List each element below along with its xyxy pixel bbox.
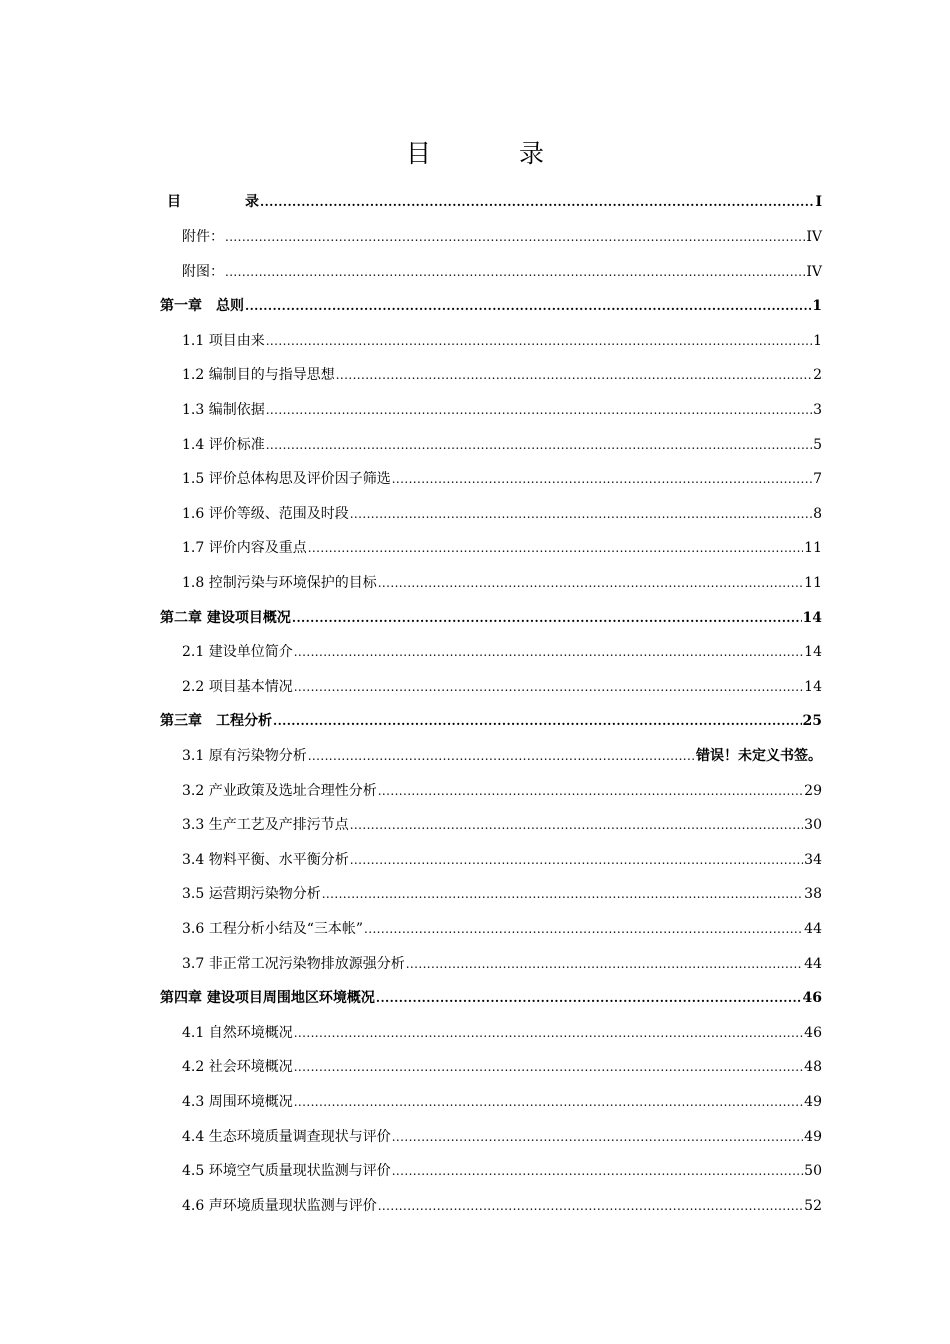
toc-entry-label: 4.1 自然环境概况 [182,1024,293,1041]
toc-header-entry[interactable] [167,190,822,214]
leader-dots [225,225,805,249]
toc-section-entry[interactable] [182,779,822,803]
toc-entry-label: 3.5 运营期污染物分析 [182,886,321,903]
toc-entry-page: 44 [804,921,822,937]
leader-dots [322,882,803,906]
toc-entry-page: 46 [802,990,822,1007]
toc-entry-label: 附图： [182,263,224,280]
leader-dots [266,398,812,422]
toc-section-entry[interactable] [182,640,822,664]
toc-entry-label: 2.2 项目基本情况 [182,678,293,695]
leader-dots [266,433,812,457]
toc-entry-page: 52 [804,1197,822,1214]
toc-section-entry[interactable] [182,1159,822,1183]
toc-entry-error-text: 错误！未定义书签。 [696,748,822,764]
toc-section-entry[interactable] [182,398,822,422]
toc-entry-label: 1.1 项目由来 [182,332,265,349]
toc-section-entry[interactable] [182,1194,822,1218]
toc-entry-page: 29 [804,782,822,799]
leader-dots [225,260,805,284]
title-right-char: 录 [519,139,545,168]
leader-dots [294,1021,803,1045]
leader-dots [392,1159,803,1183]
page-title [0,134,950,170]
toc-entry-page: IV [806,263,822,280]
toc-section-entry[interactable] [182,260,822,284]
toc-section-entry[interactable] [182,1125,822,1149]
toc-entry-page: 49 [804,1094,822,1110]
toc-entry-label: 第二章 建设项目概况 [160,609,291,626]
toc-entry-label: 1.2 编制目的与指导思想 [182,367,335,384]
leader-dots [392,467,812,491]
leader-dots [294,1055,803,1079]
toc-entry-label: 3.7 非正常工况污染物排放源强分析 [182,955,405,972]
toc-entry-label: 1.5 评价总体构思及评价因子筛选 [182,471,391,488]
toc-entry-label: 1.6 评价等级、范围及时段 [182,505,349,522]
toc-entry-page: 3 [813,402,822,418]
toc-entry-page: 34 [804,851,822,868]
toc-entry-label: 1.7 评价内容及重点 [182,540,307,557]
leader-dots [406,952,803,976]
leader-dots [378,571,803,595]
toc-entry-page: 14 [804,678,822,695]
leader-dots [392,1125,803,1149]
leader-dots [308,744,695,768]
toc-header-left: 目 [167,194,181,210]
toc-entry-page: 44 [804,955,822,972]
toc-section-entry[interactable] [182,848,822,872]
toc-entry-page: 2 [813,367,822,384]
toc-section-entry[interactable] [182,1090,822,1114]
toc-entry-page: 38 [804,886,822,903]
toc-entry-label: 4.5 环境空气质量现状监测与评价 [182,1163,391,1180]
leader-dots [266,329,812,353]
leader-dots [292,606,802,630]
toc-section-entry[interactable] [182,225,822,249]
toc-entry-page: 11 [804,575,822,591]
toc-entry-label: 4.2 社会环境概况 [182,1059,293,1076]
toc-entry-page: 50 [804,1163,822,1180]
toc-entry-label: 1.3 编制依据 [182,402,265,418]
leader-dots [336,363,812,387]
toc-entry-label: 3.4 物料平衡、水平衡分析 [182,851,349,868]
leader-dots [294,640,803,664]
toc-entry-page: 11 [804,540,822,557]
leader-dots [294,675,803,699]
toc-section-entry[interactable] [182,1055,822,1079]
leader-dots [308,536,803,560]
toc-entry-page: 14 [804,644,822,661]
toc-section-entry[interactable] [182,329,822,353]
toc-entry-page: 1 [812,298,822,315]
toc-entry-label: 4.6 声环境质量现状监测与评价 [182,1197,377,1214]
leader-dots [378,1194,803,1218]
toc-section-entry[interactable] [182,571,822,595]
leader-dots [245,294,811,318]
toc-entry-label: 1.8 控制污染与环境保护的目标 [182,575,377,591]
toc-entry-label: 3.3 生产工艺及产排污节点 [182,817,349,834]
toc-section-entry[interactable] [182,882,822,906]
toc-entry-label: 4.3 周围环境概况 [182,1094,293,1110]
toc-section-entry[interactable] [182,744,822,768]
toc-entry-page: 1 [813,332,822,349]
leader-dots [378,779,803,803]
toc-entry-page: 46 [804,1024,822,1041]
toc-section-entry[interactable] [182,536,822,560]
toc-section-entry[interactable] [182,917,822,941]
toc-entry-label: 第三章 工程分析 [160,713,272,730]
toc-section-entry[interactable] [182,675,822,699]
toc-entry-label: 3.1 原有污染物分析 [182,748,307,764]
toc-header-right: 录 [245,194,259,210]
leader-dots [273,709,802,733]
leader-dots [294,1090,803,1114]
toc-section-entry[interactable] [182,502,822,526]
toc-chapter-entry[interactable] [160,986,822,1010]
leader-dots [376,986,802,1010]
toc-entry-page: 8 [813,505,822,522]
toc-entry-label: 4.4 生态环境质量调查现状与评价 [182,1128,391,1145]
toc-entry-page: 30 [804,817,822,834]
leader-dots [350,502,812,526]
leader-dots [350,848,803,872]
toc-entry-label: 第一章 总则 [160,298,244,315]
toc-header-page: I [815,194,822,210]
toc-entry-label: 附件： [182,229,224,245]
leader-dots [260,190,814,214]
toc-section-entry[interactable] [182,467,822,491]
toc-entry-page: IV [806,229,822,245]
toc-section-entry[interactable] [182,813,822,837]
toc-section-entry[interactable] [182,363,822,387]
toc-entry-label: 2.1 建设单位简介 [182,644,293,661]
toc-section-entry[interactable] [182,433,822,457]
toc-entry-page: 14 [802,609,822,626]
title-left-char: 目 [405,139,431,168]
toc-chapter-entry[interactable] [160,294,822,318]
toc-entry-page: 48 [804,1059,822,1076]
leader-dots [350,813,803,837]
toc-entry-label: 3.6 工程分析小结及“三本帐” [182,921,364,937]
toc-chapter-entry[interactable] [160,709,822,733]
toc-entry-label: 1.4 评价标准 [182,436,265,453]
toc-entry-page: 49 [804,1128,822,1145]
toc-section-entry[interactable] [182,952,822,976]
toc-entry-label: 3.2 产业政策及选址合理性分析 [182,782,377,799]
toc-entry-page: 5 [813,436,822,453]
toc-entry-page: 25 [802,713,822,730]
toc-section-entry[interactable] [182,1021,822,1045]
leader-dots [364,917,803,941]
toc-entry-page: 7 [813,471,822,488]
toc-chapter-entry[interactable] [160,606,822,630]
toc-entry-label: 第四章 建设项目周围地区环境概况 [160,990,375,1007]
